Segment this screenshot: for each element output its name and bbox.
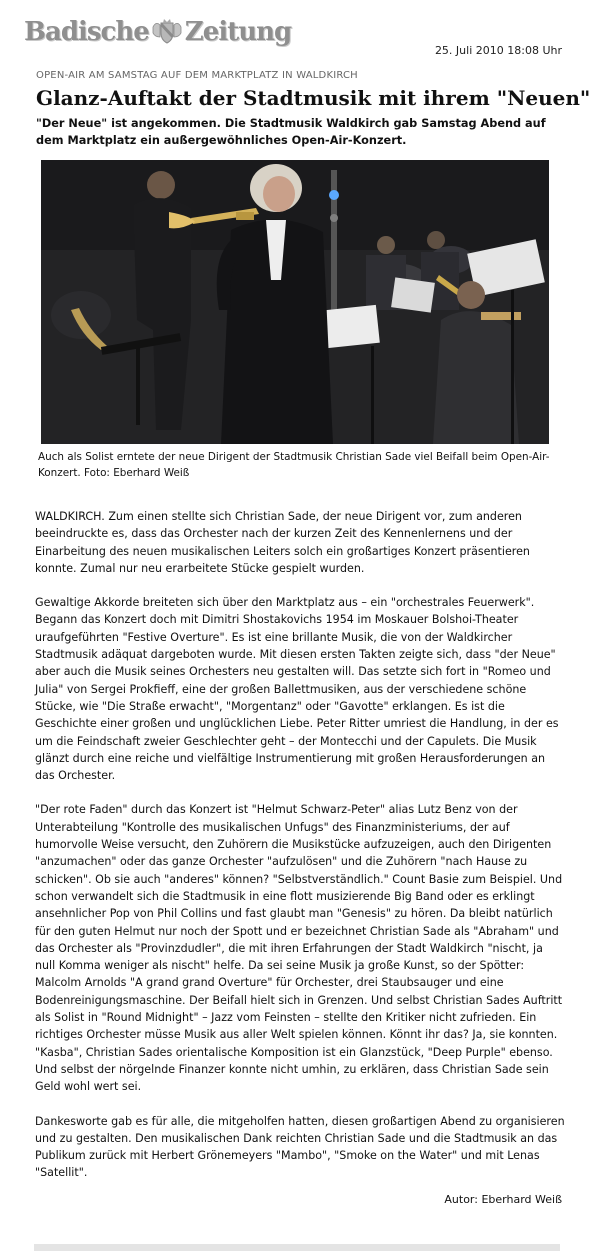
article-kicker: OPEN-AIR AM SAMSTAG AUF DEM MARKTPLATZ IN WALDKIRCH xyxy=(36,70,358,81)
photo-caption: Auch als Solist erntete der neue Dirigent der Stadtmusik Christian Sade viel Beifall beim Open-Air-Konzert. Foto: Eberhard Weiß xyxy=(38,451,550,479)
masthead-part-2: Zeitung xyxy=(184,17,292,47)
article-author: Autor: Eberhard Weiß xyxy=(444,1193,562,1206)
article-body xyxy=(35,508,565,1199)
article-lead: "Der Neue" ist angekommen. Die Stadtmusik Waldkirch gab Samstag Abend auf dem Marktplatz ein außergewöhnliches Open-Air-Konzert. xyxy=(36,117,546,147)
paragraph-3: "Der rote Faden" durch das Konzert ist "Helmut Schwarz-Peter" alias Lutz Benz von der Unterabteilung "Kontrolle des musikalischen Unfugs" des Finanzministeriums, der auf humorvolle Weise versucht, den Zuhörern die Musikstücke aufzuzeigen, auch den Dirigenten "anzumachen" oder das ganze Orchester "aufzulösen" und die Zuhörern "nach Hause zu schicken". Ob sie auch "anderes" können? "Selbstverständlich." Count Basie zum Beispiel. Und schon verwandelt sich die Stadtmusik in eine flott musizierende Big Band oder es erklingt ansehnlicher Pop von Phil Collins und fast glaubt man "Genesis" zu hören. Da bleibt natürlich für den guten Helmut nur noch der Spott und er bezeichnet Christian Sade als "Abraham" und das Orchester als "Provinzdudler", die mit ihren Erfahrungen der Stadt Waldkirch "nischt, ja null Komma weniger als nischt" helfe. Da sei seine Musik ja große Kunst, so der Spötter: Malcolm Arnolds "A grand grand Overture" für Orchester, drei Staubsauger und eine Bodenreinigungsmaschine. Der Beifall hielt sich in Grenzen. Und selbst Christian Sades Auftritt als Solist in "Round Midnight" – Jazz vom Feinsten – stellte den Kritiker nicht zufrieden. Ein richtiges Orchester müsse Musik aus aller Welt spielen können. Könnt ihr das? Ja, sie konnten. "Kasba", Christian Sades orientalische Komposition ist ein Glanzstück, "Deep Purple" ebenso. Und selbst der nörgelnde Finanzer konnte nicht umhin, zu erklären, dass Christian Sade sein Geld wohl wert sei. xyxy=(35,803,563,1094)
concert-photo xyxy=(41,160,549,444)
masthead-logo[interactable] xyxy=(24,14,291,50)
article-headline: Glanz-Auftakt der Stadtmusik mit ihrem "Neuen" xyxy=(36,86,591,110)
footer-divider xyxy=(34,1244,560,1251)
publish-date: 25. Juli 2010 18:08 Uhr xyxy=(434,44,562,57)
masthead-part-1: Badische xyxy=(24,17,149,47)
paragraph-1: WALDKIRCH. Zum einen stellte sich Christian Sade, der neue Dirigent vor, zum anderen beeindruckte es, dass das Orchester nach der kurzen Zeit des Kennenlernens und der Einarbeitung des neuen musikalischen Leiters solch ein großartiges Konzert präsentieren konnte. Zumal nur neu erarbeitete Stücke gespielt wurden. xyxy=(35,510,530,575)
paragraph-2: Gewaltige Akkorde breiteten sich über den Marktplatz aus – ein "orchestrales Feuerwerk". Begann das Konzert doch mit Dimitri Shostakovichs 1954 im Moskauer Bolshoi-Theater uraufgeführten "Festive Overture". Es ist eine brillante Musik, die von der Waldkircher Stadtmusik adäquat dargeboten wurde. Mit diesen ersten Takten zeigte sich, dass "der Neue" aber auch die Musik seines Orchesters neu gestalten will. Das setzte sich fort in "Romeo und Julia" von Sergei Prokfieff, eine der großen Ballettmusiken, aus der verschiedene schöne Stücke, wie "Die Straße erwacht", "Morgentanz" oder "Gavotte" erklangen. Es ist die Geschichte einer großen und unglücklichen Liebe. Peter Ritter umriest die Handlung, in der es um die Feindschaft zweier Geschlechter geht – der Montecchi und der Capulets. Die Musik glänzt durch eine reiche und vielfältige Instrumentierung mit großen Herausforderungen an das Orchester. xyxy=(35,596,559,783)
paragraph-4: Dankesworte gab es für alle, die mitgeholfen hatten, diesen großartigen Abend zu organisieren und zu gestalten. Den musikalischen Dank reichten Christian Sade und die Stadtmusik an das Publikum zurück mit Herbert Grönemeyers "Mambo", "Smoke on the Water" und mit Lenas "Satellit". xyxy=(35,1114,565,1180)
coat-of-arms-icon xyxy=(150,19,184,45)
